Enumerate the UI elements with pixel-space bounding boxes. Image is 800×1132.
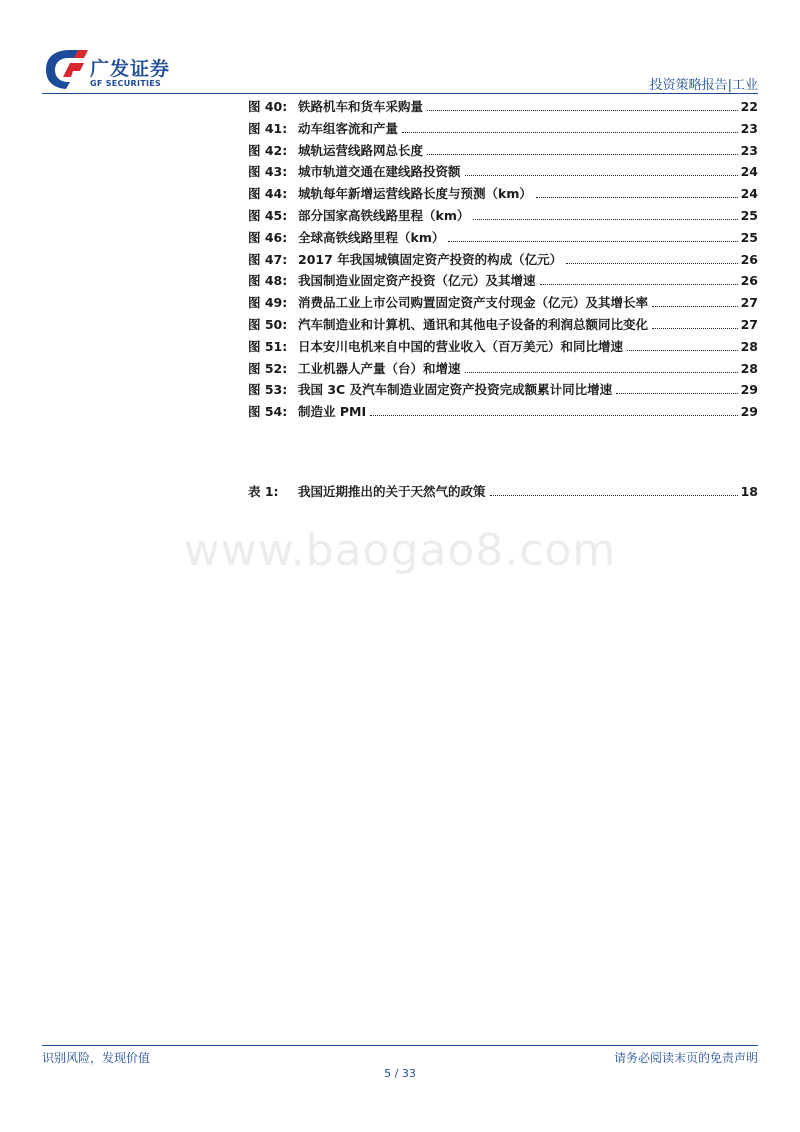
entry-label: 图 42: — [248, 142, 288, 158]
page-number: 5 / 33 — [384, 1067, 416, 1080]
figure-toc-entry[interactable] — [248, 336, 758, 358]
dot-leader — [540, 284, 738, 285]
entry-label: 图 47: — [248, 251, 288, 267]
entry-page-number: 26 — [740, 273, 758, 289]
dot-leader — [427, 110, 738, 111]
entry-label: 图 53: — [248, 382, 288, 398]
entry-page-number: 27 — [740, 316, 758, 332]
dot-leader — [616, 393, 738, 394]
dot-leader — [370, 415, 737, 416]
entry-label: 图 45: — [248, 207, 288, 223]
footer-disclaimer: 请务必阅读末页的免责声明 — [613, 1051, 758, 1065]
page-header — [0, 0, 800, 95]
dot-leader — [448, 241, 737, 242]
figure-toc-entry[interactable] — [248, 270, 758, 292]
entry-label: 图 43: — [248, 164, 288, 180]
entry-page-number: 23 — [740, 120, 758, 136]
entry-page-number: 29 — [740, 382, 758, 398]
figure-toc-entry[interactable] — [248, 227, 758, 249]
entry-title: 2017 年我国城镇固定资产投资的构成（亿元） — [298, 251, 563, 267]
figure-toc-entry[interactable] — [248, 401, 758, 423]
entry-title: 全球高铁线路里程（km） — [298, 229, 445, 245]
entry-page-number: 18 — [740, 484, 758, 499]
entry-page-number: 22 — [740, 99, 758, 114]
table-list — [248, 481, 758, 503]
entry-title: 城市轨道交通在建线路投资额 — [298, 164, 461, 180]
entry-label: 图 40: — [248, 99, 288, 114]
entry-label: 图 54: — [248, 404, 288, 420]
entry-page-number: 28 — [740, 338, 758, 354]
entry-title: 城轨每年新增运营线路长度与预测（km） — [298, 186, 532, 202]
figure-toc-entry[interactable] — [248, 161, 758, 183]
dot-leader — [627, 350, 738, 351]
figure-toc-entry[interactable] — [248, 118, 758, 140]
header-divider — [42, 93, 758, 94]
table-toc-entry[interactable] — [248, 481, 758, 503]
footer-divider — [42, 1045, 758, 1046]
entry-title: 消费品工业上市公司购置固定资产支付现金（亿元）及其增长率 — [298, 295, 649, 311]
entry-label: 图 44: — [248, 186, 288, 202]
entry-title: 动车组客流和产量 — [298, 120, 399, 136]
entry-label: 图 46: — [248, 229, 288, 245]
logo-chinese-name: 广发证券 — [90, 58, 171, 80]
entry-page-number: 25 — [740, 207, 758, 223]
figure-toc-entry[interactable] — [248, 249, 758, 271]
entry-page-number: 29 — [740, 404, 758, 420]
dot-leader — [652, 328, 738, 329]
footer-slogan: 识别风险，发现价值 — [42, 1051, 151, 1065]
figure-toc-entry[interactable] — [248, 379, 758, 401]
entry-title: 我国近期推出的关于天然气的政策 — [298, 484, 486, 499]
entry-title: 铁路机车和货车采购量 — [298, 99, 424, 114]
entry-label: 图 52: — [248, 360, 288, 376]
dot-leader — [473, 219, 737, 220]
figure-list — [248, 96, 758, 423]
figure-toc-entry[interactable] — [248, 140, 758, 162]
entry-title: 日本安川电机来自中国的营业收入（百万美元）和同比增速 — [298, 338, 624, 354]
dot-leader — [536, 197, 738, 198]
dot-leader — [465, 372, 738, 373]
entry-label: 图 50: — [248, 316, 288, 332]
entry-label: 图 49: — [248, 295, 288, 311]
dot-leader — [652, 306, 738, 307]
entry-title: 汽车制造业和计算机、通讯和其他电子设备的利润总额同比变化 — [298, 316, 649, 332]
figure-toc-entry[interactable] — [248, 292, 758, 314]
dot-leader — [465, 175, 738, 176]
figure-toc-entry[interactable] — [248, 205, 758, 227]
figure-toc-entry[interactable] — [248, 183, 758, 205]
entry-title: 部分国家高铁线路里程（km） — [298, 207, 470, 223]
entry-page-number: 26 — [740, 251, 758, 267]
watermark: www.baogao8.com — [183, 525, 617, 576]
report-type: 投资策略报告|工业 — [649, 78, 758, 93]
entry-page-number: 24 — [740, 186, 758, 202]
dot-leader — [402, 132, 738, 133]
entry-title: 我国制造业固定资产投资（亿元）及其增速 — [298, 273, 536, 289]
figure-toc-entry[interactable] — [248, 96, 758, 118]
entry-title: 城轨运营线路网总长度 — [298, 142, 424, 158]
logo-english-name: GF SECURITIES — [90, 79, 162, 88]
entry-title: 工业机器人产量（台）和增速 — [298, 360, 461, 376]
dot-leader — [427, 154, 738, 155]
figure-toc-entry[interactable] — [248, 314, 758, 336]
entry-page-number: 24 — [740, 164, 758, 180]
entry-title: 制造业 PMI — [298, 404, 367, 420]
figure-toc-entry[interactable] — [248, 358, 758, 380]
entry-page-number: 27 — [740, 295, 758, 311]
entry-label: 图 48: — [248, 273, 288, 289]
entry-label: 图 41: — [248, 120, 288, 136]
dot-leader — [490, 495, 738, 496]
entry-label: 表 1: — [248, 484, 279, 499]
entry-page-number: 23 — [740, 142, 758, 158]
entry-page-number: 28 — [740, 360, 758, 376]
entry-label: 图 51: — [248, 338, 288, 354]
dot-leader — [566, 263, 737, 264]
entry-title: 我国 3C 及汽车制造业固定资产投资完成额累计同比增速 — [298, 382, 613, 398]
entry-page-number: 25 — [740, 229, 758, 245]
